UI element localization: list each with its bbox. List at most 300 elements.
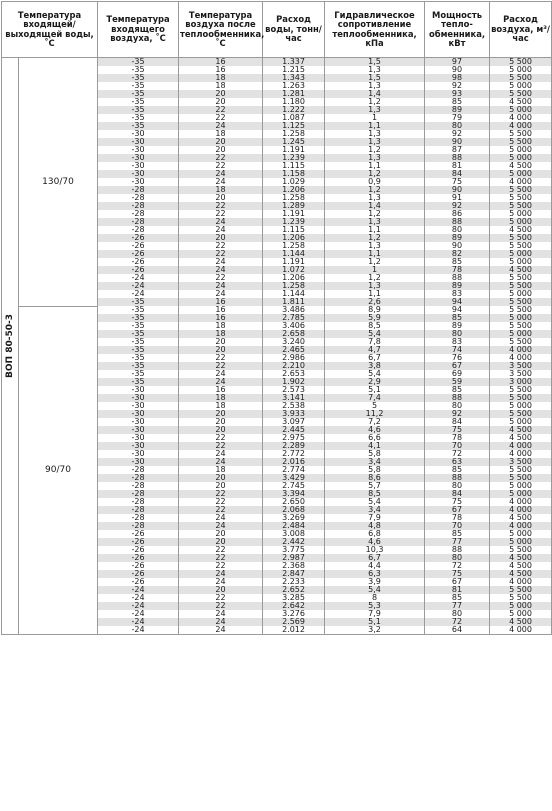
outlet-air-temp-cell: 24 xyxy=(179,610,263,618)
water-flow-cell: 1.206 xyxy=(263,234,325,242)
power-cell: 70 xyxy=(425,522,490,530)
air-flow-cell: 5 500 xyxy=(490,394,552,402)
air-flow-cell: 3 500 xyxy=(490,370,552,378)
water-flow-cell: 3.097 xyxy=(263,418,325,426)
water-flow-cell: 3.141 xyxy=(263,394,325,402)
water-flow-cell: 2.650 xyxy=(263,498,325,506)
water-flow-cell: 1.289 xyxy=(263,202,325,210)
air-flow-cell: 5 500 xyxy=(490,202,552,210)
hydraulic-resistance-cell: 1,3 xyxy=(325,218,425,226)
air-flow-cell: 4 000 xyxy=(490,442,552,450)
power-cell: 94 xyxy=(425,306,490,314)
air-flow-cell: 5 500 xyxy=(490,386,552,394)
hydraulic-resistance-cell: 1 xyxy=(325,114,425,122)
water-flow-cell: 2.368 xyxy=(263,562,325,570)
outlet-air-temp-cell: 20 xyxy=(179,586,263,594)
water-flow-cell: 2.016 xyxy=(263,458,325,466)
hydraulic-resistance-cell: 5,8 xyxy=(325,450,425,458)
outlet-air-temp-cell: 20 xyxy=(179,410,263,418)
inlet-air-temp-cell: -35 xyxy=(98,122,179,130)
inlet-air-temp-cell: -35 xyxy=(98,106,179,114)
inlet-air-temp-cell: -30 xyxy=(98,442,179,450)
air-flow-cell: 4 500 xyxy=(490,426,552,434)
air-flow-cell: 5 500 xyxy=(490,410,552,418)
power-cell: 80 xyxy=(425,402,490,410)
water-flow-cell: 1.258 xyxy=(263,242,325,250)
hydraulic-resistance-cell: 5,1 xyxy=(325,618,425,626)
air-flow-cell: 4 500 xyxy=(490,562,552,570)
water-flow-cell: 1.125 xyxy=(263,122,325,130)
air-flow-cell: 5 500 xyxy=(490,322,552,330)
hydraulic-resistance-cell: 3,4 xyxy=(325,458,425,466)
outlet-air-temp-cell: 22 xyxy=(179,242,263,250)
inlet-air-temp-cell: -28 xyxy=(98,522,179,530)
hydraulic-resistance-cell: 1,2 xyxy=(325,210,425,218)
inlet-air-temp-cell: -30 xyxy=(98,410,179,418)
air-flow-cell: 5 000 xyxy=(490,82,552,90)
air-flow-cell: 5 500 xyxy=(490,138,552,146)
water-flow-cell: 1.258 xyxy=(263,194,325,202)
hydraulic-resistance-cell: 6,7 xyxy=(325,354,425,362)
water-flow-cell: 1.191 xyxy=(263,146,325,154)
inlet-air-temp-cell: -28 xyxy=(98,474,179,482)
power-cell: 84 xyxy=(425,170,490,178)
power-cell: 81 xyxy=(425,162,490,170)
hydraulic-resistance-cell: 5,4 xyxy=(325,330,425,338)
power-cell: 77 xyxy=(425,538,490,546)
power-cell: 63 xyxy=(425,458,490,466)
hydraulic-resistance-cell: 5,4 xyxy=(325,370,425,378)
power-cell: 88 xyxy=(425,546,490,554)
water-flow-cell: 1.029 xyxy=(263,178,325,186)
hydraulic-resistance-cell: 1,3 xyxy=(325,106,425,114)
water-flow-cell: 1.115 xyxy=(263,162,325,170)
inlet-air-temp-cell: -35 xyxy=(98,306,179,314)
outlet-air-temp-cell: 22 xyxy=(179,162,263,170)
air-flow-cell: 5 500 xyxy=(490,306,552,314)
inlet-air-temp-cell: -24 xyxy=(98,594,179,602)
header-row xyxy=(2,2,552,58)
water-flow-cell: 2.289 xyxy=(263,442,325,450)
air-flow-cell: 4 500 xyxy=(490,162,552,170)
hydraulic-resistance-cell: 4,4 xyxy=(325,562,425,570)
air-flow-cell: 4 500 xyxy=(490,434,552,442)
outlet-air-temp-cell: 22 xyxy=(179,546,263,554)
air-flow-cell: 5 000 xyxy=(490,258,552,266)
hydraulic-resistance-cell: 1,1 xyxy=(325,250,425,258)
inlet-air-temp-cell: -24 xyxy=(98,290,179,298)
inlet-air-temp-cell: -28 xyxy=(98,226,179,234)
air-flow-cell: 4 000 xyxy=(490,114,552,122)
header-heat-exchanger-power: Мощность тепло-обменника, кВт xyxy=(425,2,490,58)
water-flow-cell: 1.215 xyxy=(263,66,325,74)
inlet-air-temp-cell: -30 xyxy=(98,154,179,162)
inlet-air-temp-cell: -30 xyxy=(98,458,179,466)
inlet-air-temp-cell: -28 xyxy=(98,210,179,218)
hydraulic-resistance-cell: 1,3 xyxy=(325,154,425,162)
hydraulic-resistance-cell: 5,8 xyxy=(325,466,425,474)
outlet-air-temp-cell: 18 xyxy=(179,322,263,330)
power-cell: 90 xyxy=(425,186,490,194)
water-flow-cell: 2.987 xyxy=(263,554,325,562)
inlet-air-temp-cell: -28 xyxy=(98,218,179,226)
inlet-air-temp-cell: -28 xyxy=(98,466,179,474)
outlet-air-temp-cell: 22 xyxy=(179,362,263,370)
outlet-air-temp-cell: 22 xyxy=(179,354,263,362)
power-cell: 67 xyxy=(425,578,490,586)
inlet-air-temp-cell: -26 xyxy=(98,250,179,258)
hydraulic-resistance-cell: 7,9 xyxy=(325,514,425,522)
inlet-air-temp-cell: -35 xyxy=(98,338,179,346)
power-cell: 88 xyxy=(425,154,490,162)
air-flow-cell: 3 000 xyxy=(490,378,552,386)
power-cell: 90 xyxy=(425,138,490,146)
outlet-air-temp-cell: 20 xyxy=(179,338,263,346)
water-flow-cell: 3.406 xyxy=(263,322,325,330)
hydraulic-resistance-cell: 5,3 xyxy=(325,602,425,610)
header-water-flow: Расход воды, тонн/час xyxy=(263,2,325,58)
inlet-air-temp-cell: -28 xyxy=(98,506,179,514)
air-flow-cell: 5 500 xyxy=(490,474,552,482)
water-flow-cell: 3.276 xyxy=(263,610,325,618)
water-flow-cell: 2.652 xyxy=(263,586,325,594)
inlet-air-temp-cell: -26 xyxy=(98,546,179,554)
power-cell: 85 xyxy=(425,594,490,602)
power-cell: 93 xyxy=(425,90,490,98)
outlet-air-temp-cell: 24 xyxy=(179,370,263,378)
inlet-air-temp-cell: -30 xyxy=(98,450,179,458)
water-flow-cell: 1.239 xyxy=(263,218,325,226)
power-cell: 72 xyxy=(425,562,490,570)
water-temperature-group-cell: 130/70 xyxy=(19,58,98,307)
outlet-air-temp-cell: 24 xyxy=(179,226,263,234)
outlet-air-temp-cell: 22 xyxy=(179,442,263,450)
outlet-air-temp-cell: 24 xyxy=(179,450,263,458)
water-flow-cell: 1.206 xyxy=(263,274,325,282)
inlet-air-temp-cell: -30 xyxy=(98,394,179,402)
water-flow-cell: 1.087 xyxy=(263,114,325,122)
outlet-air-temp-cell: 22 xyxy=(179,594,263,602)
air-flow-cell: 5 500 xyxy=(490,282,552,290)
power-cell: 69 xyxy=(425,370,490,378)
power-cell: 84 xyxy=(425,418,490,426)
water-flow-cell: 1.158 xyxy=(263,170,325,178)
outlet-air-temp-cell: 18 xyxy=(179,186,263,194)
hydraulic-resistance-cell: 5,4 xyxy=(325,498,425,506)
water-flow-cell: 1.115 xyxy=(263,226,325,234)
power-cell: 67 xyxy=(425,506,490,514)
air-flow-cell: 5 000 xyxy=(490,218,552,226)
water-flow-cell: 1.245 xyxy=(263,138,325,146)
outlet-air-temp-cell: 24 xyxy=(179,570,263,578)
power-cell: 88 xyxy=(425,474,490,482)
inlet-air-temp-cell: -24 xyxy=(98,586,179,594)
power-cell: 78 xyxy=(425,434,490,442)
table-row xyxy=(2,58,552,67)
outlet-air-temp-cell: 22 xyxy=(179,114,263,122)
outlet-air-temp-cell: 20 xyxy=(179,234,263,242)
power-cell: 75 xyxy=(425,498,490,506)
water-flow-cell: 2.445 xyxy=(263,426,325,434)
inlet-air-temp-cell: -35 xyxy=(98,74,179,82)
hydraulic-resistance-cell: 3,4 xyxy=(325,506,425,514)
outlet-air-temp-cell: 20 xyxy=(179,98,263,106)
table-body xyxy=(2,58,552,635)
hydraulic-resistance-cell: 1,1 xyxy=(325,122,425,130)
hydraulic-resistance-cell: 2,9 xyxy=(325,378,425,386)
power-cell: 70 xyxy=(425,442,490,450)
hydraulic-resistance-cell: 1,3 xyxy=(325,242,425,250)
outlet-air-temp-cell: 20 xyxy=(179,426,263,434)
power-cell: 79 xyxy=(425,114,490,122)
water-flow-cell: 2.538 xyxy=(263,402,325,410)
air-flow-cell: 3 500 xyxy=(490,362,552,370)
air-flow-cell: 5 000 xyxy=(490,250,552,258)
air-flow-cell: 4 500 xyxy=(490,226,552,234)
outlet-air-temp-cell: 22 xyxy=(179,210,263,218)
outlet-air-temp-cell: 24 xyxy=(179,458,263,466)
power-cell: 88 xyxy=(425,394,490,402)
hydraulic-resistance-cell: 1,3 xyxy=(325,138,425,146)
power-cell: 89 xyxy=(425,106,490,114)
inlet-air-temp-cell: -30 xyxy=(98,130,179,138)
inlet-air-temp-cell: -26 xyxy=(98,538,179,546)
power-cell: 72 xyxy=(425,618,490,626)
inlet-air-temp-cell: -24 xyxy=(98,274,179,282)
water-flow-cell: 3.429 xyxy=(263,474,325,482)
air-flow-cell: 5 500 xyxy=(490,58,552,67)
outlet-air-temp-cell: 20 xyxy=(179,538,263,546)
hydraulic-resistance-cell: 1,1 xyxy=(325,290,425,298)
hydraulic-resistance-cell: 10,3 xyxy=(325,546,425,554)
outlet-air-temp-cell: 24 xyxy=(179,378,263,386)
water-flow-cell: 3.008 xyxy=(263,530,325,538)
inlet-air-temp-cell: -26 xyxy=(98,242,179,250)
air-flow-cell: 5 000 xyxy=(490,290,552,298)
outlet-air-temp-cell: 24 xyxy=(179,170,263,178)
hydraulic-resistance-cell: 1,4 xyxy=(325,90,425,98)
hydraulic-resistance-cell: 1,4 xyxy=(325,202,425,210)
outlet-air-temp-cell: 22 xyxy=(179,490,263,498)
power-cell: 80 xyxy=(425,610,490,618)
power-cell: 98 xyxy=(425,74,490,82)
water-flow-cell: 2.774 xyxy=(263,466,325,474)
power-cell: 74 xyxy=(425,346,490,354)
air-flow-cell: 5 000 xyxy=(490,490,552,498)
air-flow-cell: 5 000 xyxy=(490,402,552,410)
outlet-air-temp-cell: 18 xyxy=(179,330,263,338)
outlet-air-temp-cell: 20 xyxy=(179,90,263,98)
air-flow-cell: 4 500 xyxy=(490,514,552,522)
outlet-air-temp-cell: 20 xyxy=(179,346,263,354)
power-cell: 91 xyxy=(425,194,490,202)
outlet-air-temp-cell: 16 xyxy=(179,314,263,322)
hydraulic-resistance-cell: 7,8 xyxy=(325,338,425,346)
air-flow-cell: 4 000 xyxy=(490,346,552,354)
inlet-air-temp-cell: -26 xyxy=(98,234,179,242)
power-cell: 86 xyxy=(425,210,490,218)
power-cell: 89 xyxy=(425,234,490,242)
air-flow-cell: 4 000 xyxy=(490,522,552,530)
inlet-air-temp-cell: -35 xyxy=(98,362,179,370)
water-flow-cell: 1.072 xyxy=(263,266,325,274)
hydraulic-resistance-cell: 4,1 xyxy=(325,442,425,450)
power-cell: 85 xyxy=(425,258,490,266)
specification-table xyxy=(1,1,552,635)
hydraulic-resistance-cell: 1,2 xyxy=(325,170,425,178)
water-flow-cell: 1.206 xyxy=(263,186,325,194)
outlet-air-temp-cell: 24 xyxy=(179,266,263,274)
inlet-air-temp-cell: -28 xyxy=(98,186,179,194)
water-flow-cell: 3.486 xyxy=(263,306,325,314)
inlet-air-temp-cell: -30 xyxy=(98,146,179,154)
power-cell: 89 xyxy=(425,322,490,330)
air-flow-cell: 5 500 xyxy=(490,594,552,602)
hydraulic-resistance-cell: 8,5 xyxy=(325,322,425,330)
power-cell: 92 xyxy=(425,130,490,138)
water-flow-cell: 1.281 xyxy=(263,90,325,98)
power-cell: 84 xyxy=(425,490,490,498)
water-flow-cell: 2.653 xyxy=(263,370,325,378)
power-cell: 81 xyxy=(425,586,490,594)
hydraulic-resistance-cell: 1 xyxy=(325,266,425,274)
water-flow-cell: 1.191 xyxy=(263,258,325,266)
air-flow-cell: 5 000 xyxy=(490,314,552,322)
water-flow-cell: 1.239 xyxy=(263,154,325,162)
power-cell: 67 xyxy=(425,362,490,370)
air-flow-cell: 5 000 xyxy=(490,602,552,610)
hydraulic-resistance-cell: 1,5 xyxy=(325,58,425,67)
power-cell: 59 xyxy=(425,378,490,386)
power-cell: 88 xyxy=(425,274,490,282)
inlet-air-temp-cell: -28 xyxy=(98,194,179,202)
air-flow-cell: 4 000 xyxy=(490,178,552,186)
power-cell: 75 xyxy=(425,426,490,434)
air-flow-cell: 5 000 xyxy=(490,210,552,218)
header-water-temperature: Температура входящей/ выходящей воды, ˚С xyxy=(2,2,98,58)
water-flow-cell: 1.144 xyxy=(263,250,325,258)
air-flow-cell: 4 000 xyxy=(490,122,552,130)
air-flow-cell: 5 500 xyxy=(490,130,552,138)
water-flow-cell: 2.986 xyxy=(263,354,325,362)
power-cell: 80 xyxy=(425,482,490,490)
outlet-air-temp-cell: 18 xyxy=(179,394,263,402)
hydraulic-resistance-cell: 4,8 xyxy=(325,522,425,530)
hydraulic-resistance-cell: 0,9 xyxy=(325,178,425,186)
power-cell: 94 xyxy=(425,298,490,306)
water-flow-cell: 1.337 xyxy=(263,58,325,67)
hydraulic-resistance-cell: 1,2 xyxy=(325,98,425,106)
hydraulic-resistance-cell: 1,2 xyxy=(325,234,425,242)
power-cell: 90 xyxy=(425,66,490,74)
table-row xyxy=(2,306,552,314)
water-flow-cell: 1.144 xyxy=(263,290,325,298)
air-flow-cell: 4 500 xyxy=(490,98,552,106)
air-flow-cell: 5 000 xyxy=(490,66,552,74)
power-cell: 85 xyxy=(425,314,490,322)
water-temperature-group-cell: 90/70 xyxy=(19,306,98,635)
air-flow-cell: 5 000 xyxy=(490,530,552,538)
inlet-air-temp-cell: -28 xyxy=(98,490,179,498)
water-flow-cell: 2.233 xyxy=(263,578,325,586)
inlet-air-temp-cell: -30 xyxy=(98,426,179,434)
outlet-air-temp-cell: 24 xyxy=(179,218,263,226)
water-flow-cell: 1.180 xyxy=(263,98,325,106)
hydraulic-resistance-cell: 1,2 xyxy=(325,186,425,194)
air-flow-cell: 4 000 xyxy=(490,626,552,635)
hydraulic-resistance-cell: 1,2 xyxy=(325,146,425,154)
inlet-air-temp-cell: -35 xyxy=(98,346,179,354)
air-flow-cell: 5 500 xyxy=(490,242,552,250)
outlet-air-temp-cell: 18 xyxy=(179,466,263,474)
inlet-air-temp-cell: -26 xyxy=(98,530,179,538)
water-flow-cell: 3.394 xyxy=(263,490,325,498)
inlet-air-temp-cell: -30 xyxy=(98,178,179,186)
air-flow-cell: 5 500 xyxy=(490,586,552,594)
hydraulic-resistance-cell: 3,8 xyxy=(325,362,425,370)
air-flow-cell: 5 500 xyxy=(490,194,552,202)
inlet-air-temp-cell: -35 xyxy=(98,378,179,386)
air-flow-cell: 5 000 xyxy=(490,482,552,490)
power-cell: 90 xyxy=(425,242,490,250)
outlet-air-temp-cell: 24 xyxy=(179,618,263,626)
outlet-air-temp-cell: 20 xyxy=(179,138,263,146)
inlet-air-temp-cell: -26 xyxy=(98,578,179,586)
water-flow-cell: 3.269 xyxy=(263,514,325,522)
inlet-air-temp-cell: -30 xyxy=(98,170,179,178)
table-header xyxy=(2,2,552,58)
water-flow-cell: 2.442 xyxy=(263,538,325,546)
water-flow-cell: 2.847 xyxy=(263,570,325,578)
water-flow-cell: 2.975 xyxy=(263,434,325,442)
hydraulic-resistance-cell: 8 xyxy=(325,594,425,602)
hydraulic-resistance-cell: 1,2 xyxy=(325,258,425,266)
inlet-air-temp-cell: -35 xyxy=(98,66,179,74)
hydraulic-resistance-cell: 4,7 xyxy=(325,346,425,354)
hydraulic-resistance-cell: 5,4 xyxy=(325,586,425,594)
water-flow-cell: 3.285 xyxy=(263,594,325,602)
power-cell: 75 xyxy=(425,178,490,186)
hydraulic-resistance-cell: 1,1 xyxy=(325,162,425,170)
power-cell: 83 xyxy=(425,290,490,298)
inlet-air-temp-cell: -24 xyxy=(98,602,179,610)
air-flow-cell: 5 000 xyxy=(490,106,552,114)
hydraulic-resistance-cell: 6,8 xyxy=(325,530,425,538)
air-flow-cell: 5 500 xyxy=(490,274,552,282)
outlet-air-temp-cell: 20 xyxy=(179,146,263,154)
outlet-air-temp-cell: 24 xyxy=(179,578,263,586)
water-flow-cell: 1.222 xyxy=(263,106,325,114)
inlet-air-temp-cell: -24 xyxy=(98,282,179,290)
inlet-air-temp-cell: -35 xyxy=(98,90,179,98)
air-flow-cell: 5 500 xyxy=(490,90,552,98)
power-cell: 85 xyxy=(425,530,490,538)
air-flow-cell: 4 500 xyxy=(490,570,552,578)
hydraulic-resistance-cell: 11,2 xyxy=(325,410,425,418)
water-flow-cell: 2.772 xyxy=(263,450,325,458)
air-flow-cell: 5 500 xyxy=(490,298,552,306)
header-air-flow: Расход воздуха, м³/час xyxy=(490,2,552,58)
water-flow-cell: 1.263 xyxy=(263,82,325,90)
power-cell: 97 xyxy=(425,58,490,67)
outlet-air-temp-cell: 22 xyxy=(179,602,263,610)
power-cell: 82 xyxy=(425,250,490,258)
inlet-air-temp-cell: -35 xyxy=(98,58,179,67)
outlet-air-temp-cell: 24 xyxy=(179,290,263,298)
inlet-air-temp-cell: -30 xyxy=(98,434,179,442)
hydraulic-resistance-cell: 5,7 xyxy=(325,482,425,490)
power-cell: 64 xyxy=(425,626,490,635)
